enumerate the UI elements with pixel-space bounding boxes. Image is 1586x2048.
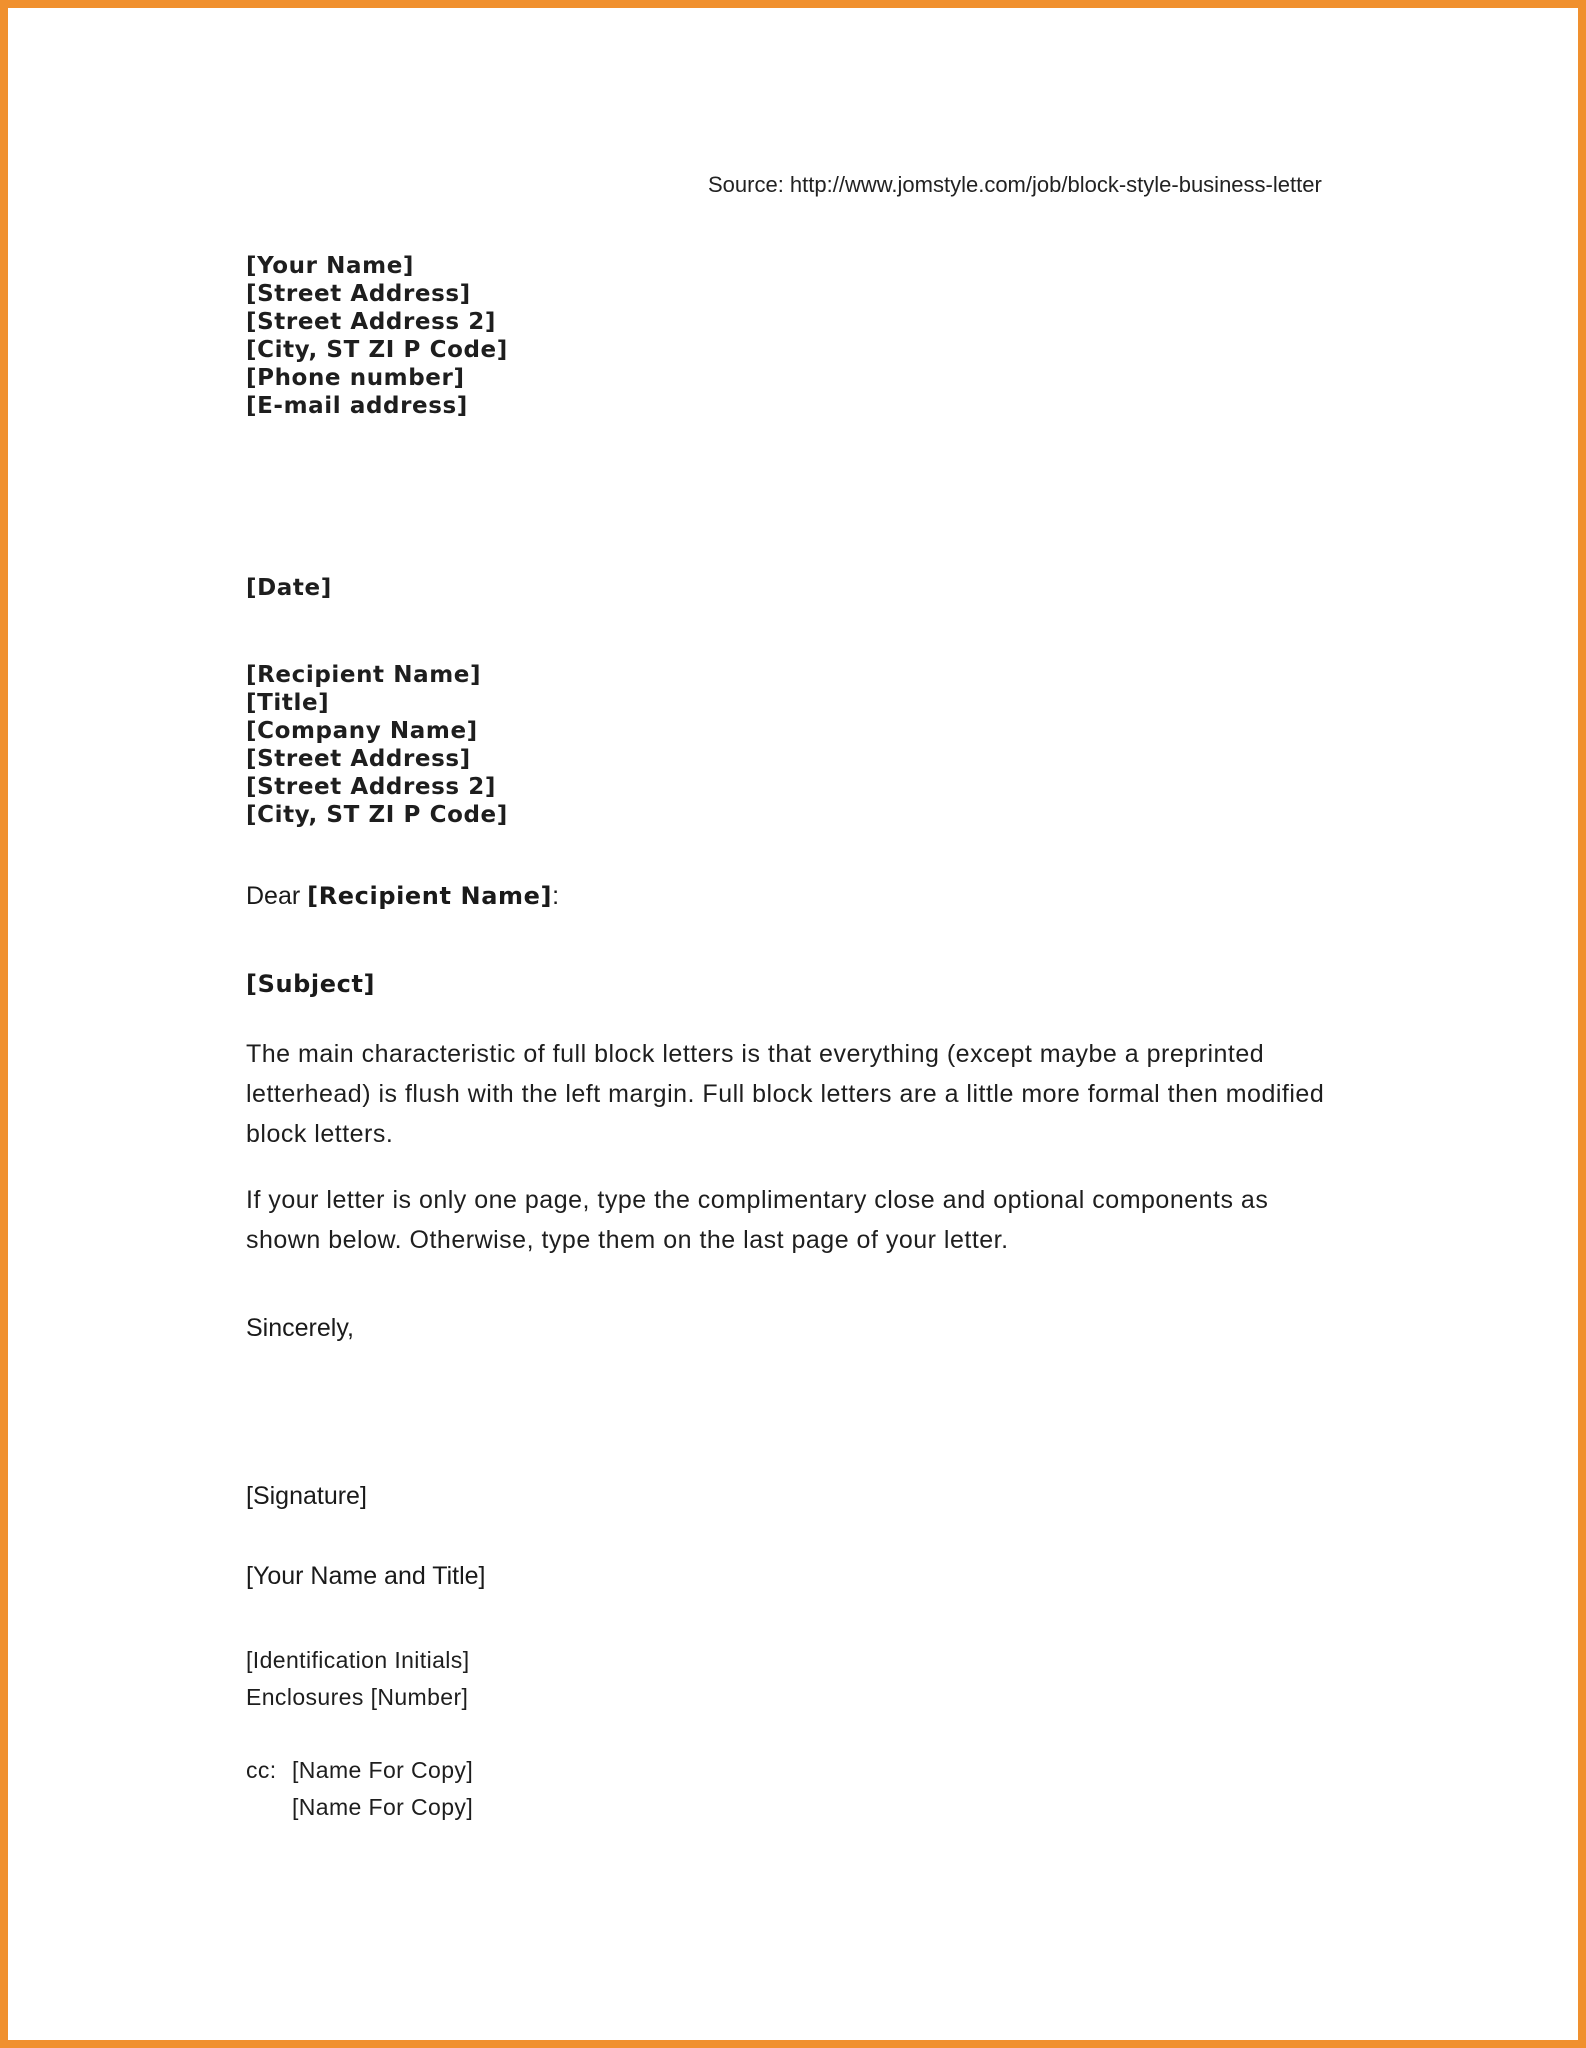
sender-address-block [246,252,508,420]
salutation [246,880,559,912]
sender-phone: [Phone number] [246,365,465,391]
identification-initials: [Identification Initials] [246,1647,470,1673]
recipient-title: [Title] [246,690,330,716]
subject-line: [Subject] [246,970,376,998]
sender-name: [Your Name] [246,253,415,279]
identification-block [246,1642,470,1716]
recipient-street-address-2: [Street Address 2] [246,774,496,800]
salutation-suffix: : [552,882,560,910]
cc-name-1: [Name For Copy] [292,1757,474,1783]
sender-name-and-title: [Your Name and Title] [246,1562,486,1590]
recipient-address-block [246,661,508,829]
signature-line: [Signature] [246,1482,367,1510]
recipient-city-state-zip: [City, ST ZI P Code] [246,802,508,828]
body-paragraph-1: The main characteristic of full block letters is that everything (except maybe a preprinted letterhead) is flush with the left margin. Full block letters are a little more formal then modified block letters. [246,1040,1325,1148]
complimentary-close: Sincerely, [246,1314,354,1342]
salutation-recipient-name: [Recipient Name] [307,882,553,910]
sender-street-address-2: [Street Address 2] [246,309,496,335]
sender-street-address: [Street Address] [246,281,471,307]
letter-date: [Date] [246,575,332,601]
recipient-name: [Recipient Name] [246,662,482,688]
cc-block [246,1752,473,1826]
cc-name-2: [Name For Copy] [292,1794,474,1820]
recipient-street-address: [Street Address] [246,746,471,772]
source-line: Source: http://www.jomstyle.com/job/block-style-business-letter [708,172,1322,197]
sender-email: [E-mail address] [246,393,468,419]
body-paragraph-2: If your letter is only one page, type the complimentary close and optional components as shown below. Otherwise, type them on the last page of your letter. [246,1186,1269,1254]
cc-label: cc: [246,1757,277,1783]
sender-city-state-zip: [City, ST ZI P Code] [246,337,508,363]
recipient-company: [Company Name] [246,718,478,744]
salutation-prefix: Dear [246,882,308,910]
enclosures-line: Enclosures [Number] [246,1684,469,1710]
